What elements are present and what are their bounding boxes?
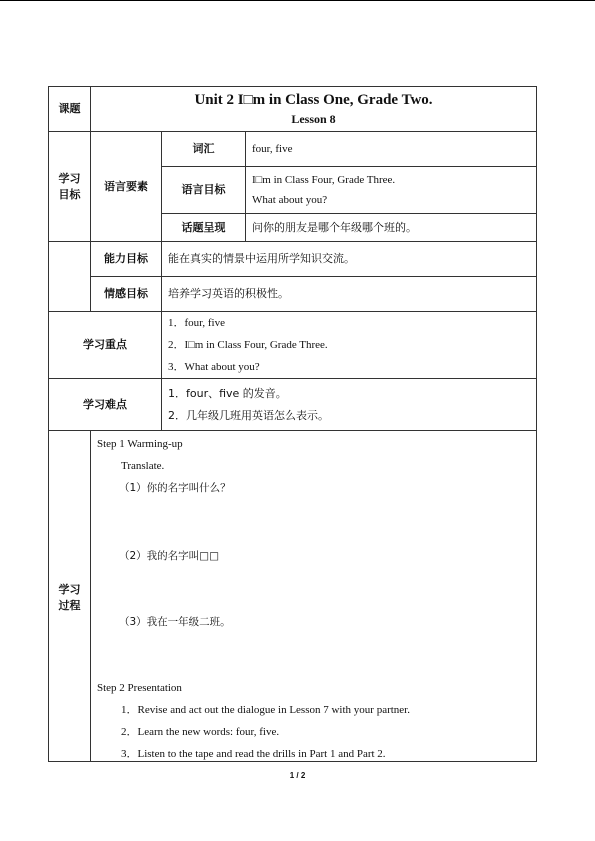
step1-instruction: Translate. bbox=[121, 460, 165, 472]
process-row bbox=[49, 431, 537, 762]
ability-label: 能力目标 bbox=[91, 242, 162, 277]
language-target-line: What about you? bbox=[252, 194, 328, 206]
unit-title: Unit 2 I□m in Class One, Grade Two. bbox=[194, 92, 433, 108]
key-point-item: 2．I□m in Class Four, Grade Three. bbox=[168, 339, 328, 351]
step1-item: （1）你的名字叫什么？ bbox=[119, 482, 231, 494]
emotion-row bbox=[49, 277, 537, 312]
language-target-label: 语言目标 bbox=[162, 167, 246, 214]
difficulty-item: 2．几年级几班用英语怎么表示。 bbox=[168, 408, 329, 422]
top-rule bbox=[0, 0, 595, 1]
process-content bbox=[91, 431, 537, 762]
step2-item: 2．Learn the new words: four, five. bbox=[121, 726, 280, 738]
lesson-plan-table bbox=[48, 86, 537, 762]
ability-value: 能在真实的情景中运用所学知识交流。 bbox=[162, 242, 537, 277]
goals-label: 学习 目标 bbox=[49, 132, 91, 242]
lesson-title bbox=[91, 87, 537, 132]
emotion-label: 情感目标 bbox=[91, 277, 162, 312]
key-points-list bbox=[162, 312, 537, 379]
step2-item: 3．Listen to the tape and read the drills in Part 1 and Part 2. bbox=[121, 748, 386, 760]
step1-title: Step 1 Warming-up bbox=[97, 438, 183, 450]
difficulties-label: 学习难点 bbox=[49, 379, 162, 431]
page-number: 1 / 2 bbox=[289, 771, 306, 780]
language-elements-label: 语言要素 bbox=[91, 132, 162, 242]
title-label: 课题 bbox=[49, 87, 91, 132]
title-row bbox=[49, 87, 537, 132]
step2-title: Step 2 Presentation bbox=[97, 682, 182, 694]
step1-item: （2）我的名字叫□□ bbox=[119, 550, 220, 562]
language-target-value bbox=[246, 167, 537, 214]
difficulty-item: 1．four、five 的发音。 bbox=[168, 386, 287, 400]
key-points-label: 学习重点 bbox=[49, 312, 162, 379]
ability-row bbox=[49, 242, 537, 277]
topic-value: 问你的朋友是哪个年级哪个班的。 bbox=[246, 214, 537, 242]
key-point-item: 3．What about you? bbox=[168, 361, 260, 373]
emotion-value: 培养学习英语的积极性。 bbox=[162, 277, 537, 312]
goals-label-spacer bbox=[49, 242, 91, 312]
difficulties-list bbox=[162, 379, 537, 431]
step2-item: 1．Revise and act out the dialogue in Lesson 7 with your partner. bbox=[121, 704, 410, 716]
step1-item: （3）我在一年级二班。 bbox=[119, 616, 231, 628]
topic-label: 话题呈现 bbox=[162, 214, 246, 242]
lesson-number: Lesson 8 bbox=[291, 112, 336, 126]
vocabulary-value: four, five bbox=[246, 132, 537, 167]
key-points-row bbox=[49, 312, 537, 379]
vocabulary-label: 词汇 bbox=[162, 132, 246, 167]
difficulties-row bbox=[49, 379, 537, 431]
process-label: 学习 过程 bbox=[49, 431, 91, 762]
vocabulary-row bbox=[49, 132, 537, 167]
language-target-line: I□m in Class Four, Grade Three. bbox=[252, 174, 396, 186]
key-point-item: 1．four, five bbox=[168, 317, 225, 329]
